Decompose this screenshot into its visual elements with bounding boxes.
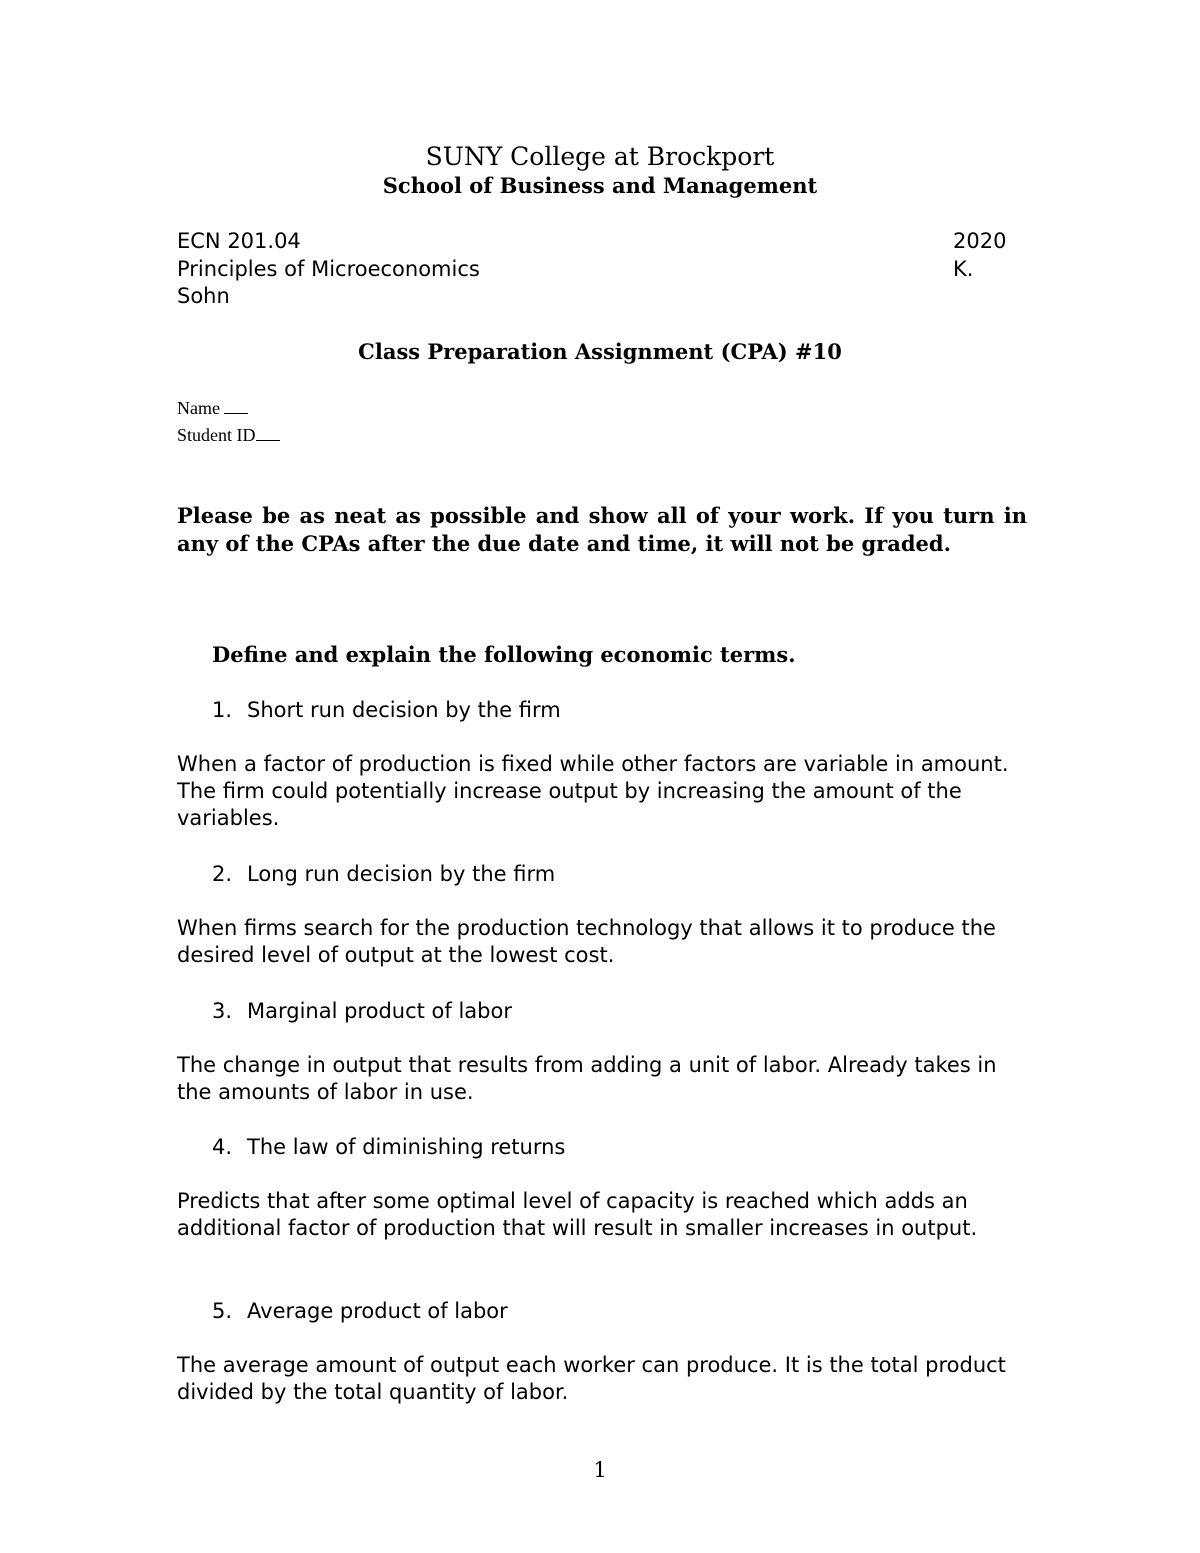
student-id-field[interactable] <box>177 423 280 447</box>
item-number: 2. <box>212 862 233 886</box>
item-answer: When a factor of production is fixed while other factors are variable in amount. The firm could potentially increase output by increasing the amount of the variables. <box>177 752 1009 830</box>
page-number: 1 <box>593 1458 607 1482</box>
instructor-initial: K. <box>953 257 974 281</box>
item-number: 5. <box>212 1299 233 1323</box>
item-term: Average product of labor <box>247 1299 508 1323</box>
list-item-term <box>212 997 512 1025</box>
name-blank-line[interactable] <box>224 399 248 414</box>
student-id-label: Student ID <box>177 425 256 445</box>
list-item-term <box>212 1133 565 1161</box>
item-number: 4. <box>212 1135 233 1159</box>
course-name: Principles of Microeconomics <box>177 257 480 281</box>
list-item-term <box>212 1297 508 1325</box>
list-item-term <box>212 860 555 888</box>
course-code: ECN 201.04 <box>177 229 301 253</box>
item-number: 3. <box>212 999 233 1023</box>
item-term: Marginal product of labor <box>247 999 512 1023</box>
instructor-surname: Sohn <box>177 284 230 308</box>
name-field[interactable] <box>177 396 248 420</box>
item-number: 1. <box>212 698 233 722</box>
assignment-title: Class Preparation Assignment (CPA) #10 <box>358 339 842 364</box>
section-heading: Define and explain the following economic terms. <box>212 642 796 667</box>
item-term: Short run decision by the firm <box>247 698 561 722</box>
item-term: The law of diminishing returns <box>247 1135 566 1159</box>
name-label: Name <box>177 398 225 418</box>
item-term: Long run decision by the firm <box>247 862 556 886</box>
college-title: SUNY College at Brockport <box>425 142 775 171</box>
list-item-term <box>212 696 561 724</box>
course-year: 2020 <box>953 229 1007 253</box>
student-id-blank-line[interactable] <box>256 426 280 441</box>
item-answer: Predicts that after some optimal level of capacity is reached which adds an additional factor of production that will result in smaller increases in output. <box>177 1189 978 1240</box>
item-answer: The average amount of output each worker can produce. It is the total product divided by the total quantity of labor. <box>177 1353 1006 1404</box>
item-answer: When firms search for the production technology that allows it to produce the desired level of output at the lowest cost. <box>177 916 996 967</box>
instructions-paragraph: Please be as neat as possible and show all of your work. If you turn in any of the CPAs after the due date and time, it will not be graded. <box>177 503 1027 556</box>
item-answer: The change in output that results from adding a unit of labor. Already takes in the amounts of labor in use. <box>177 1053 997 1104</box>
school-subtitle: School of Business and Management <box>382 173 818 198</box>
